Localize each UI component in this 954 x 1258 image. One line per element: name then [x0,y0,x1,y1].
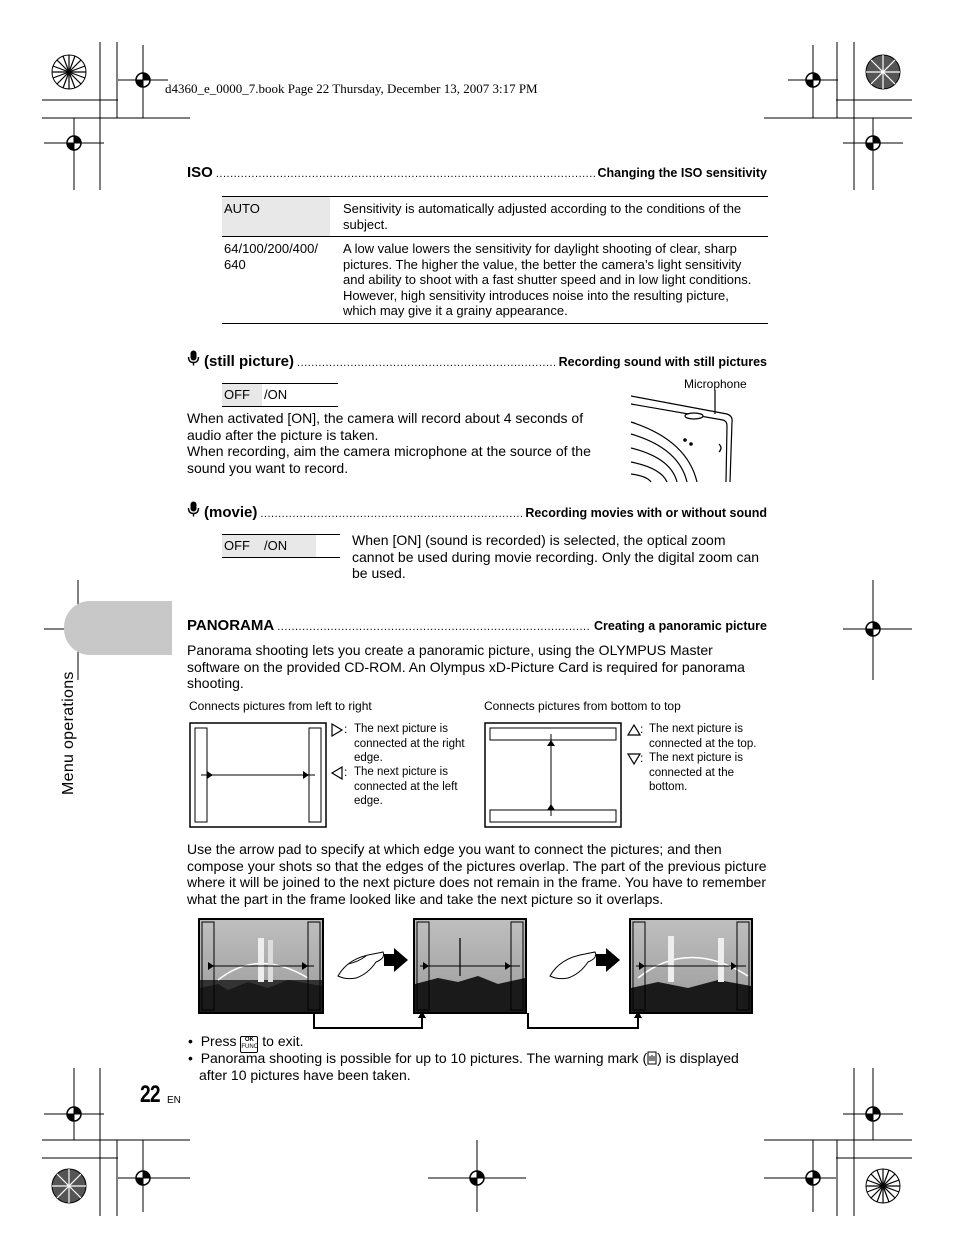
ok-func-button-icon: OK FUNC [240,1036,258,1053]
down-arrow-icon [627,752,641,766]
iso-title: ISO [187,164,213,181]
right-arrow-icon [330,723,344,737]
still-option-toggle [222,383,338,407]
iso-key: AUTO [222,197,330,237]
right-desc: The next picture is connected at the right edge. [354,723,465,764]
table-row [222,237,768,324]
leader-dots [277,621,591,633]
bullet1-post: to exit. [262,1033,304,1049]
up-arrow-icon [627,723,641,737]
warning-hand-icon [647,1051,657,1065]
still-para-2: When recording, aim the camera microphone at the source of the sound you want to record. [187,443,591,476]
leader-dots [297,357,556,369]
iso-value: A low value lowers the sensitivity for daylight shooting of clear, sharp pictures. The higher the value, the better the camera’s light sensitivity and ability to shoot with a fast shutter speed and in low light conditions. However, high sensitivity introduces noise into the resulting picture, which may give it a grainy appearance. [343,241,752,318]
left-arrow-icon [330,766,344,780]
leader-dots [260,508,522,520]
movie-option-toggle [222,534,340,558]
print-header: d4360_e_0000_7.book Page 22 Thursday, December 13, 2007 3:17 PM [165,81,538,96]
microphone-icon [187,501,200,517]
top-desc: The next picture is connected at the top. [649,723,757,750]
movie-title: (movie) [204,504,258,521]
iso-heading [187,164,767,181]
bullet2-pre: Panorama shooting is possible for up to 10 pictures. The warning mark ( [200,1050,648,1066]
lr-caption: Connects pictures from left to right [189,699,372,713]
still-para-1: When activated [ON], the camera will record about 4 seconds of audio after the picture is taken. [187,410,584,443]
iso-table [222,196,768,324]
on-option: /ON [262,535,316,557]
page-lang: EN [167,1095,181,1106]
table-row [222,197,768,237]
panorama-para: Use the arrow pad to specify at which edge you want to connect the pictures; and then compose your shots so that the edges of the pictures overlap. The part of the previous picture where it will be joined to the next picture does not remain in the frame. You have to remember what the part in the frame looked like and take the next picture so it overlaps. [187,841,767,907]
on-option: /ON [264,387,288,402]
camera-illustration [627,390,735,484]
photo-3 [630,919,752,1013]
panorama-photo-sequence [198,918,758,1032]
iso-key: 64/100/200/400/ 640 [222,237,330,324]
bt-caption: Connects pictures from bottom to top [484,699,681,713]
panorama-title: PANORAMA [187,617,275,634]
off-option: OFF [222,535,262,557]
lr-diagram [189,722,327,828]
still-title: (still picture) [204,353,295,370]
movie-heading [187,501,767,521]
left-desc: The next picture is connected at the left edge. [354,766,458,807]
off-option: OFF [222,384,262,406]
movie-ref: Recording movies with or without sound [525,506,767,520]
photo-1 [199,919,323,1013]
bottom-desc: The next picture is connected at the bottom. [649,752,743,793]
side-tab [64,601,172,655]
still-ref: Recording sound with still pictures [558,355,767,369]
panorama-intro: Panorama shooting lets you create a panoramic picture, using the OLYMPUS Master software on the provided CD-ROM. An Olympus xD-Picture Card is required for panorama shooting. [187,642,745,691]
iso-ref: Changing the ISO sensitivity [597,166,767,180]
bullet2-post: ) is displayed after 10 pictures have been taken. [199,1050,739,1083]
page-number: 22 [140,1081,160,1108]
microphone-label: Microphone [684,377,747,391]
bullet1-pre: Press [200,1033,237,1049]
iso-value: Sensitivity is automatically adjusted according to the conditions of the subject. [343,201,742,232]
photo-2 [414,919,526,1013]
still-heading [187,350,767,370]
movie-para: When [ON] (sound is recorded) is selected, the optical zoom cannot be used during movie recording. Only the digital zoom can be used. [352,532,760,581]
bullet-limit: • Panorama shooting is possible for up to 10 pictures. The warning mark ( ) is displayed after 10 pictures have been taken. [188,1050,739,1083]
leader-dots [216,168,595,180]
panorama-heading [187,617,767,634]
side-tab-label: Menu operations [60,671,77,795]
panorama-ref: Creating a panoramic picture [594,619,767,633]
bullet-exit: • Press OK FUNC to exit. [188,1033,304,1053]
bt-diagram [484,722,622,828]
microphone-icon [187,350,200,366]
